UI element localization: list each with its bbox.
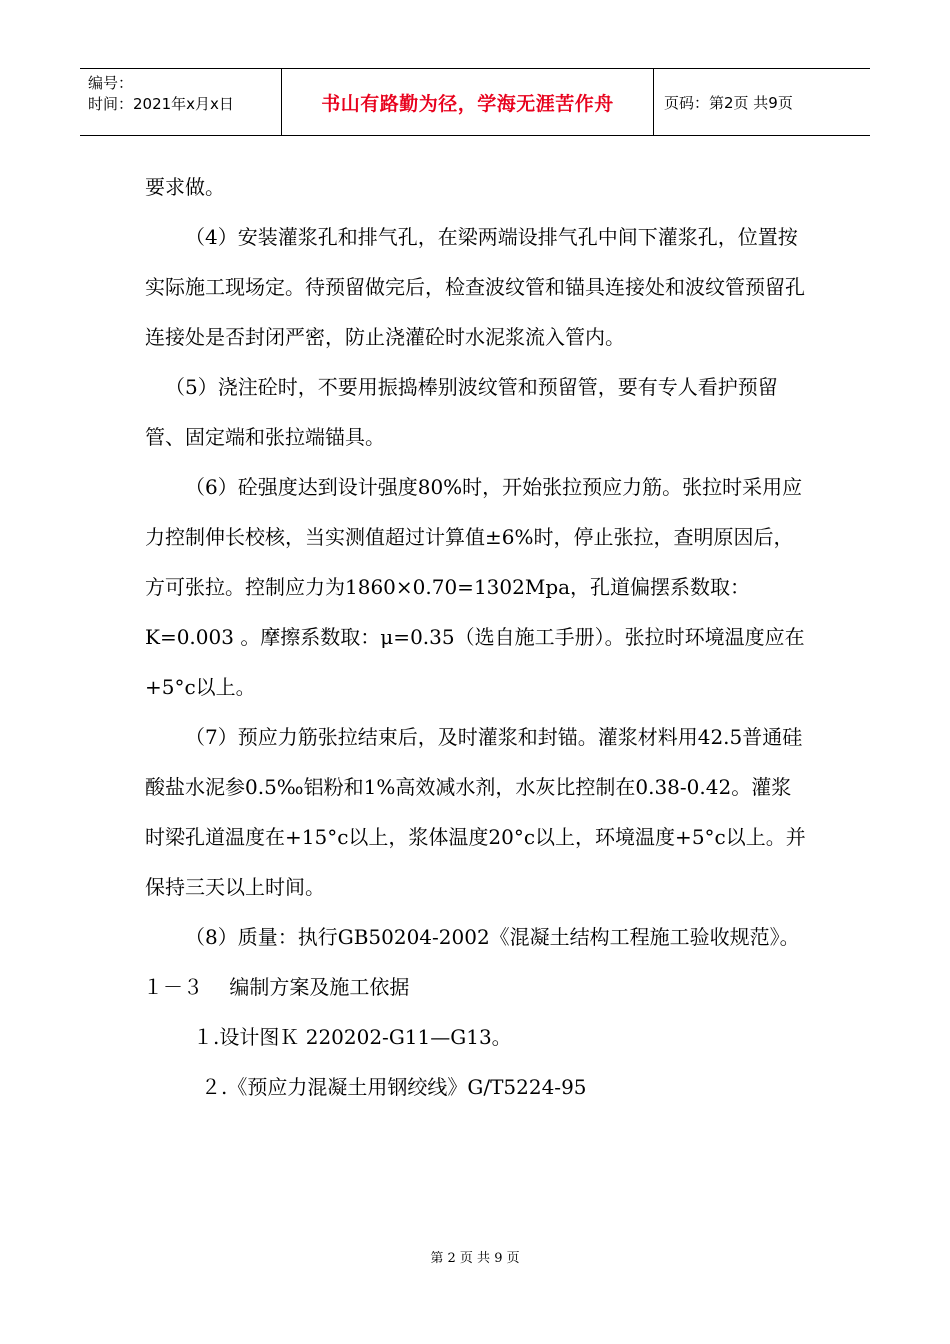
document-body <box>145 162 810 1112</box>
header-motto-cell <box>282 69 654 135</box>
reference-item: ２.《预应力混凝土用钢绞线》G/T5224-95 <box>201 1075 587 1099</box>
paragraph-continuation: 要求做。 <box>145 175 225 199</box>
paragraph-item-4: （4）安装灌浆孔和排气孔，在梁两端设排气孔中间下灌浆孔，位置按实际施工现场定。待预留做完后，检查波纹管和锚具连接处和波纹管预留孔连接处是否封闭严密，防止浇灌砼时水泥浆流入管内。 <box>145 225 805 349</box>
header-meta-cell <box>80 69 282 135</box>
header-motto: 书山有路勤为径，学海无涯苦作舟 <box>321 92 614 115</box>
header-page-cell <box>654 69 870 135</box>
section-heading: １－３ 编制方案及施工依据 <box>143 975 410 999</box>
page-footer: 第 2 页 共 9 页 <box>430 1251 520 1266</box>
paragraph-item-5: （5）浇注砼时，不要用振捣棒别波纹管和预留管，要有专人看护预留管、固定端和张拉端锚具。 <box>145 375 778 449</box>
paragraph-item-6: （6）砼强度达到设计强度80%时，开始张拉预应力筋。张拉时采用应力控制伸长校核，当实测值超过计算值±6%时，停止张拉，查明原因后，方可张拉。控制应力为1860×0.70=1302Mpa，孔道偏摆系数取：K=0.003 。摩擦系数取：μ=0.35（选自施工手册）。张拉时环境温度应在+5°c以上。 <box>145 475 805 699</box>
paragraph-item-8: （8）质量：执行GB50204-2002《混凝土结构工程施工验收规范》。 <box>185 925 800 949</box>
reference-item: １.设计图Ｋ 220202-G11—G13。 <box>193 1025 512 1049</box>
doc-number-label: 编号： <box>88 74 134 92</box>
document-header <box>80 68 870 136</box>
header-page-label: 页码：第2页 共9页 <box>664 93 793 112</box>
doc-date-label: 时间：2021年x月x日 <box>88 95 234 113</box>
paragraph-item-7: （7）预应力筋张拉结束后，及时灌浆和封锚。灌浆材料用42.5普通硅酸盐水泥参0.5‰铝粉和1%高效减水剂，水灰比控制在0.38-0.42。灌浆时梁孔道温度在+15°c以上，浆体温度20°c以上，环境温度+5°c以上。并保持三天以上时间。 <box>145 725 806 899</box>
